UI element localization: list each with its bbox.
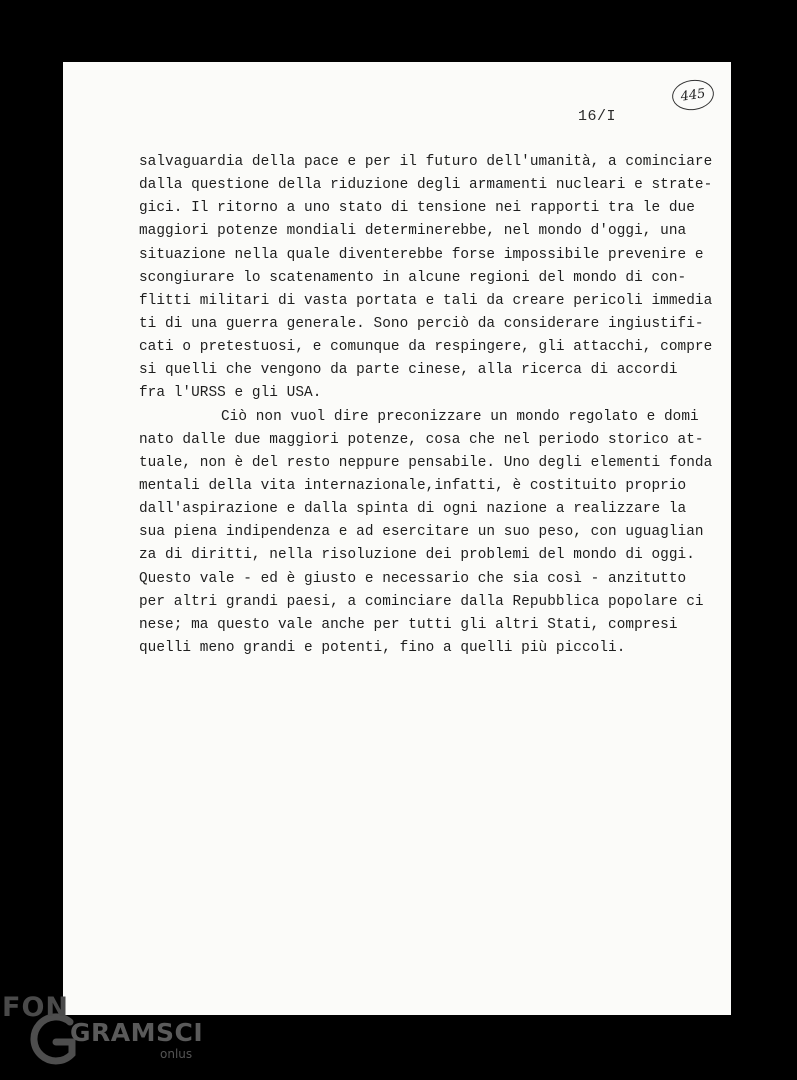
text-line: nese; ma questo vale anche per tutti gli altri Stati, compresi: [139, 616, 678, 633]
text-line: nato dalle due maggiori potenze, cosa che nel periodo storico at-: [139, 431, 704, 448]
text-line: quelli meno grandi e potenti, fino a quelli più piccoli.: [139, 639, 626, 656]
text-line: per altri grandi paesi, a cominciare dalla Repubblica popolare ci: [139, 593, 704, 610]
page-number: 16/I: [578, 108, 617, 125]
text-line: Questo vale - ed è giusto e necessario che sia così - anzitutto: [139, 570, 687, 587]
text-line: scongiurare lo scatenamento in alcune regioni del mondo di con-: [139, 269, 687, 286]
text-line: mentali della vita internazionale,infatti, è costituito proprio: [139, 477, 687, 494]
logo-text-gramsci: GRAMSCI: [70, 1018, 204, 1047]
text-line: salvaguardia della pace e per il futuro dell'umanità, a cominciare: [139, 154, 713, 170]
text-line: dall'aspirazione e dalla spinta di ogni nazione a realizzare la: [139, 501, 687, 518]
archive-stamp-number: 445: [670, 77, 716, 113]
fondazione-gramsci-watermark: [0, 990, 204, 1080]
paragraph-start-line: Ciò non vuol dire preconizzare un mondo regolato e domi: [221, 408, 699, 425]
text-line: cati o pretestuosi, e comunque da respingere, gli attacchi, compre: [139, 339, 713, 356]
text-line: situazione nella quale diventerebbe forse impossibile prevenire e: [139, 246, 704, 263]
text-line: za di diritti, nella risoluzione dei problemi del mondo di oggi.: [139, 547, 695, 564]
text-line: maggiori potenze mondiali determinerebbe, nel mondo d'oggi, una: [139, 223, 687, 240]
text-line: gici. Il ritorno a uno stato di tensione nei rapporti tra le due: [139, 200, 695, 217]
text-line: si quelli che vengono da parte cinese, alla ricerca di accordi: [139, 362, 678, 379]
text-line: fra l'URSS e gli USA.: [139, 385, 322, 402]
text-line: sua piena indipendenza e ad esercitare un suo peso, con uguaglian: [139, 524, 704, 541]
logo-text-onlus: onlus: [160, 1047, 193, 1061]
text-line: ti di una guerra generale. Sono perciò da considerare ingiustifi-: [139, 315, 704, 332]
text-line: tuale, non è del resto neppure pensabile. Uno degli elementi fonda: [139, 454, 713, 471]
text-line: dalla questione della riduzione degli armamenti nucleari e strate-: [139, 177, 713, 194]
text-line: flitti militari di vasta portata e tali da creare pericoli immedia: [139, 292, 713, 309]
logo-text-fon: FON: [2, 992, 69, 1023]
document-body: [139, 151, 713, 660]
